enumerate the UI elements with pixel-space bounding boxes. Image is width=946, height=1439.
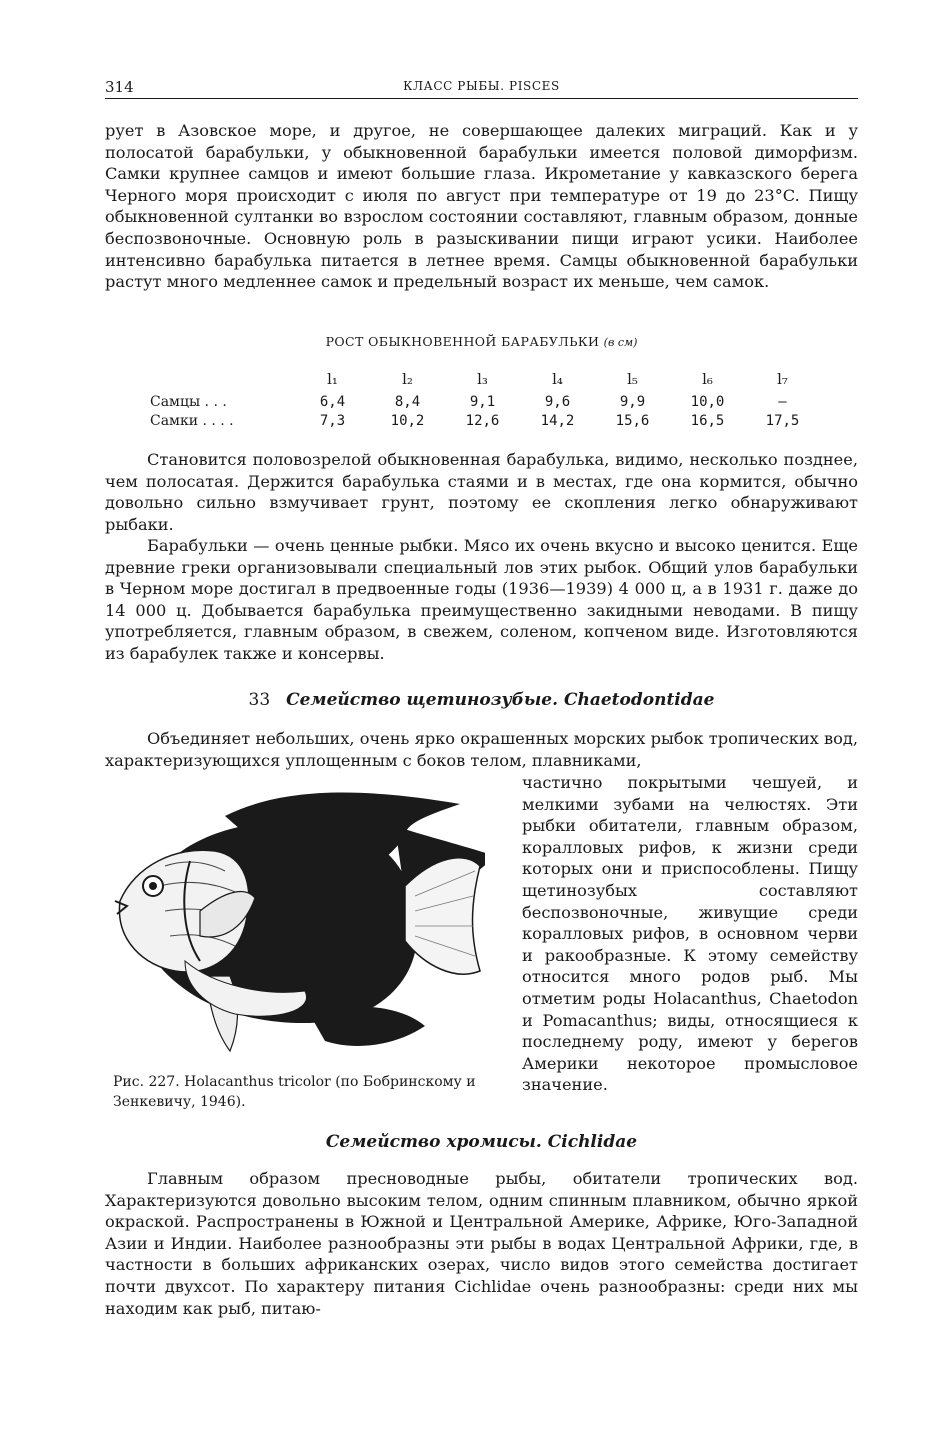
table-cell: 9,9: [619, 393, 646, 410]
table-cell: 9,1: [469, 393, 496, 410]
handwritten-mark: 33: [248, 690, 271, 710]
section-heading-cichlidae: [105, 1132, 858, 1152]
section-title-ru: Семейство хромисы.: [325, 1132, 542, 1152]
table-cell: 15,6: [615, 412, 650, 429]
section-title-ru: Семейство щетинозубые.: [286, 690, 559, 710]
figure-caption: Рис. 227. Holacanthus tricolor (по Бобринскому и Зенкевичу, 1946).: [113, 1074, 476, 1110]
table-header-row: [150, 366, 820, 392]
table-cell: 9,6: [544, 393, 571, 410]
row-label: Самцы . . .: [150, 393, 227, 410]
column-header: l₅: [627, 370, 638, 388]
page-header: [105, 76, 858, 99]
paragraph-maturity: Становится половозрелой обыкновенная барабулька, видимо, несколько позднее, чем полосатая. Держится барабулька стаями и в местах, где она кормится, обычно довольно сильно взмучивает грунт, поэтому ее скопления легко обнаруживают рыбаки.: [105, 450, 858, 534]
column-header: l₂: [402, 370, 413, 388]
table-corner-cell: [150, 366, 295, 392]
column-header: l₃: [477, 370, 488, 388]
table-cell: 14,2: [540, 412, 575, 429]
table-cell: 17,5: [765, 412, 800, 429]
column-header: l₇: [777, 370, 788, 388]
paragraph-dimorphism: рует в Азовское море, и другое, не совершающее далеких миграций. Как и у полосатой барабульки, у обыкновенной барабульки имеется половой диморфизм. Самки крупнее самцов и имеют большие глаза. Икрометание у кавказского берега Черного моря происходит с июля по август при температуре от 19 до 23°C. Пищу обыкновенной султанки во взрослом состоянии составляют, главным образом, донные беспозвоночные. Основную роль в разыскивании пищи играют усики. Наиболее интенсивно барабулька питается в летнее время. Самцы обыкновенной барабульки растут много медленнее самок и предельный возраст их меньше, чем самок.: [105, 121, 858, 292]
table-cell: 12,6: [465, 412, 500, 429]
table-cell: —: [778, 393, 787, 410]
table-cell: 6,4: [319, 393, 346, 410]
table-cell: 7,3: [319, 412, 346, 429]
paragraph-chaetodontidae-intro: Объединяет небольших, очень ярко окрашенных морских рыбок тропических вод, характеризующихся уплощенным с боков телом, плавниками,: [105, 729, 858, 770]
table-row-males: [150, 392, 820, 411]
section-title-latin: Chaetodontidae: [563, 690, 715, 710]
section-title-latin: Cichlidae: [547, 1132, 638, 1152]
paragraph-fishery: Барабульки — очень ценные рыбки. Мясо их очень вкусно и высоко ценится. Еще древние греки организовывали специальный лов этих рыбок. Общий улов барабульки в Черном море достигал в предвоенные годы (1936—1939) 4 000 ц, а в 1931 г. даже до 14 000 ц. Добывается барабулька преимущественно закидными неводами. В пищу употребляется, главным образом, в свежем, соленом, копченом виде. Изготовляются из барабулек также и консервы.: [105, 536, 858, 663]
column-header: l₆: [702, 370, 713, 388]
column-header: l₄: [552, 370, 563, 388]
page-number: 314: [105, 78, 134, 96]
paragraph-cichlidae: Главным образом пресноводные рыбы, обитатели тропических вод. Характеризуются довольно высоким телом, одним спинным плавником, обычно яркой окраской. Распространены в Южной и Центральной Америке, Африке, Юго-Западной Азии и Индии. Наиболее разнообразны эти рыбы в водах Центральной Африки, где, в частности в больших африканских озерах, число видов этого семейства достигает почти двухсот. По характеру питания Cichlidae очень разнообразны: среди них мы находим как рыб, питаю-: [105, 1169, 858, 1318]
growth-table: [150, 366, 820, 430]
paragraph-chaetodontidae-body: частично покрытыми чешуей, и мелкими зубами на челюстях. Эти рыбки обитатели, главным образом, коралловых рифов, к жизни среди которых они и приспособлены. Пищу щетинозубых составляют беспозвоночные, живущие среди коралловых рифов, в основном черви и ракообразные. К этому семейству относится много родов рыб. Мы отметим роды Holacanthus, Chaetodon и Pomacanthus; виды, относящиеся к последнему роду, имеют у берегов Америки некоторое промысловое значение.: [522, 773, 858, 1095]
table-cell: 10,2: [390, 412, 425, 429]
fish-illustration: [105, 776, 485, 1066]
section-heading-chaetodontidae: [105, 690, 858, 710]
table-row-females: [150, 411, 820, 430]
table-title: [105, 334, 858, 349]
row-label: Самки . . . .: [150, 412, 234, 429]
running-head: КЛАСС РЫБЫ. PISCES: [403, 79, 560, 93]
table-title-text: РОСТ ОБЫКНОВЕННОЙ БАРАБУЛЬКИ: [325, 334, 600, 349]
holacanthus-drawing: [115, 793, 485, 1051]
table-cell: 10,0: [690, 393, 725, 410]
table-unit: (в см): [603, 336, 638, 349]
table-cell: 8,4: [394, 393, 421, 410]
table-cell: 16,5: [690, 412, 725, 429]
column-header: l₁: [327, 370, 338, 388]
